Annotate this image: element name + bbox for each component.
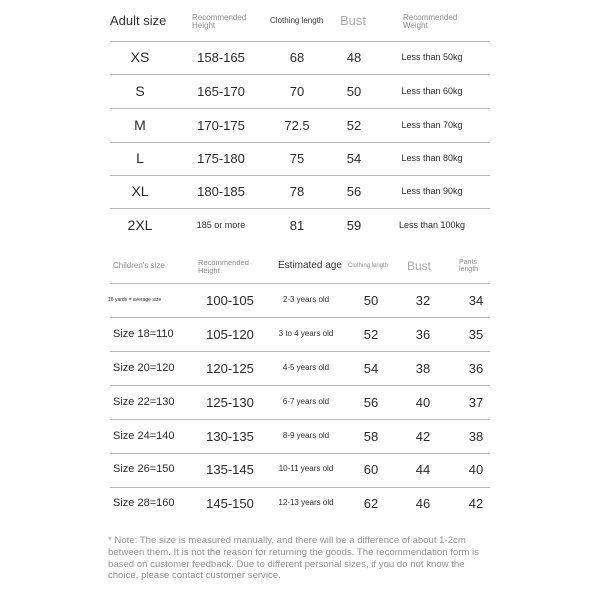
adult-row-weight: Less than 50kg [401,51,463,62]
table-rule [110,487,490,488]
adult-row-length: 78 [289,183,305,199]
children-length-header: Clothing length [348,263,389,269]
adult-row-length: 75 [289,150,305,166]
children-row-height: 120-125 [206,360,254,376]
adult-size-header: Adult size [110,13,167,28]
children-row-size: Size 28=160 [113,496,175,509]
adult-row-length: 72.5 [284,117,310,133]
children-row-pants: 37 [468,394,484,410]
children-row-pants: 35 [468,326,484,342]
adult-row-height: 180-185 [197,183,245,199]
children-row-age: 10-11 years old [278,464,334,473]
children-row-age: 4-5 years old [282,363,330,372]
table-rule [110,453,490,454]
children-row-length: 50 [363,292,379,308]
children-row-bust: 32 [415,292,431,308]
footnote: * Note: The size is measured manually, and there will be a difference of about 1-2cm between them. It is not the reason for returning the goods. The recommendation form is based on customer feedback. Due to different personal sizes, if you do not know the choice, please contact customer service. [108,535,479,582]
children-row-length: 58 [363,428,379,444]
children-row-size: Size 20=120 [113,361,175,374]
children-bust-header: Bust [407,259,432,273]
table-rule [110,385,490,386]
adult-row-weight: Less than 80kg [401,152,463,163]
adult-row-length: 68 [289,49,305,65]
table-rule [110,108,490,109]
adult-row-bust: 48 [346,49,362,65]
adult-row-bust: 52 [346,117,362,133]
children-row-size: Size 22=130 [113,395,175,408]
table-rule [110,351,490,352]
adult-row-height: 158-165 [197,49,245,65]
adult-row-size: S [135,83,145,99]
children-row-length: 56 [363,394,379,410]
adult-row-bust: 50 [346,83,362,99]
table-rule [110,317,490,318]
children-row-pants: 34 [468,292,484,308]
children-row-pants: 36 [468,360,484,376]
children-row-size: Size 26=150 [113,462,175,475]
children-height-header: Recommended Height [198,258,249,275]
children-row-height: 100-105 [206,292,254,308]
children-row-bust: 38 [415,360,431,376]
table-rule [110,283,490,284]
children-row-size: 16 yards = average size [108,296,162,303]
adult-row-bust: 54 [346,150,362,166]
children-row-length: 52 [363,326,379,342]
adult-weight-header: Recommended Weight [403,13,458,31]
children-row-height: 145-150 [206,495,254,511]
children-row-height: 130-135 [206,428,254,444]
children-row-age: 12-13 years old [278,498,334,507]
table-rule [110,41,490,42]
children-row-size: Size 24=140 [113,429,175,442]
children-row-bust: 42 [415,428,431,444]
adult-row-size: XS [130,49,150,65]
children-row-age: 6-7 years old [282,397,330,406]
adult-row-length: 81 [289,217,305,233]
children-row-pants: 42 [468,495,484,511]
children-row-pants: 38 [468,428,484,444]
adult-row-height: 185 or more [196,219,246,230]
adult-height-header: Recommended Height [192,13,247,31]
adult-bust-header: Bust [340,13,367,28]
adult-row-weight: Less than 100kg [398,219,466,230]
table-rule [110,142,490,143]
children-row-age: 2-3 years old [282,295,330,304]
children-row-size: Size 18=110 [113,327,174,340]
adult-row-length: 70 [289,83,305,99]
table-rule [110,419,490,420]
children-row-height: 135-145 [206,461,254,477]
children-row-bust: 44 [415,461,431,477]
children-row-height: 125-130 [206,394,254,410]
adult-row-height: 165-170 [197,83,245,99]
table-rule [110,74,490,75]
children-row-length: 62 [363,495,379,511]
children-row-bust: 40 [415,394,431,410]
adult-row-bust: 56 [346,183,362,199]
adult-row-weight: Less than 90kg [401,185,463,196]
adult-row-size: M [134,117,146,133]
children-row-length: 60 [363,461,379,477]
children-row-bust: 36 [415,326,431,342]
children-size-header: Children's size [113,261,165,270]
children-row-length: 54 [363,360,379,376]
children-age-header: Estimated age [278,260,342,271]
table-rule [110,175,490,176]
adult-row-height: 170-175 [197,117,245,133]
adult-row-weight: Less than 60kg [401,85,463,96]
children-row-age: 3 to 4 years old [278,329,334,338]
children-row-bust: 46 [415,495,431,511]
adult-length-header: Clothing length [270,16,324,25]
adult-row-size: 2XL [127,217,153,233]
children-row-height: 105-120 [206,326,254,342]
adult-row-size: L [136,150,144,166]
adult-row-size: XL [131,183,149,199]
adult-row-height: 175-180 [197,150,245,166]
children-row-pants: 40 [468,461,484,477]
children-pants-header: Pants length [459,259,479,274]
adult-row-bust: 59 [346,217,362,233]
table-rule [110,208,490,209]
children-row-age: 8-9 years old [282,431,330,440]
adult-row-weight: Less than 70kg [401,119,463,130]
